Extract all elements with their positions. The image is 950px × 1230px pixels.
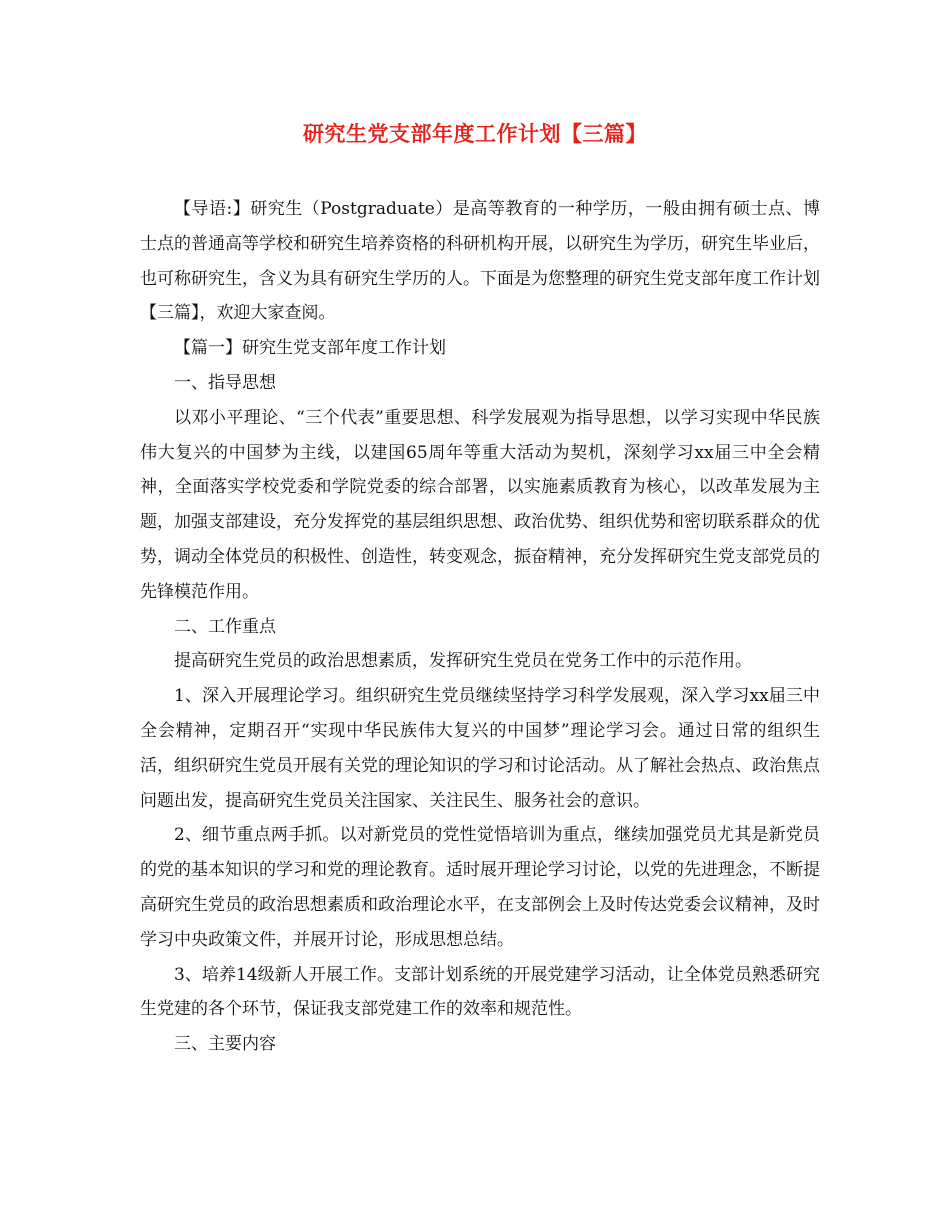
section-heading-guiding-thought: 一、指导思想 [174, 372, 276, 393]
part-one-heading: 【篇一】研究生党支部年度工作计划 [174, 338, 446, 359]
work-focus-item-1: 1、深入开展理论学习。组织研究生党员继续坚持学习科学发展观，深入学习xx届三中全会精神，定期召开“实现中华民族伟大复兴的中国梦”理论学习会。通过日常的组织生活，组织研究生党员开展有关党的理论知识的学习和讨论活动。从了解社会热点、政治焦点问题出发，提高研究生党员关注国家、关注民生、服务社会的意识。 [140, 686, 820, 811]
section-heading-main-content: 三、主要内容 [174, 1034, 276, 1055]
section-heading-work-focus: 二、工作重点 [174, 616, 276, 637]
work-focus-summary: 提高研究生党员的政治思想素质，发挥研究生党员在党务工作中的示范作用。 [174, 651, 752, 672]
document-title: 研究生党支部年度工作计划【三篇】 [303, 121, 647, 146]
guiding-thought-paragraph: 以邓小平理论、“三个代表”重要思想、科学发展观为指导思想，以学习实现中华民族伟大复兴的中国梦为主线，以建国65周年等重大活动为契机，深刻学习xx届三中全会精神，全面落实学校党委和学院党委的综合部署，以实施素质教育为核心，以改革发展为主题，加强支部建设，充分发挥党的基层组织思想、政治优势、组织优势和密切联系群众的优势，调动全体党员的积极性、创造性，转变观念，振奋精神，充分发挥研究生党支部党员的先锋模范作用。 [140, 407, 820, 602]
intro-paragraph: 【导语:】研究生（Postgraduate）是高等教育的一种学历，一般由拥有硕士点、博士点的普通高等学校和研究生培养资格的科研机构开展，以研究生为学历，研究生毕业后，也可称研究生，含义为具有研究生学历的人。下面是为您整理的研究生党支部年度工作计划【三篇】，欢迎大家查阅。 [140, 199, 820, 324]
work-focus-item-3: 3、培养14级新人开展工作。支部计划系统的开展党建学习活动，让全体党员熟悉研究生党建的各个环节，保证我支部党建工作的效率和规范性。 [140, 964, 820, 1020]
document-body [140, 192, 820, 1062]
work-focus-item-2: 2、细节重点两手抓。以对新党员的党性觉悟培训为重点，继续加强党员尤其是新党员的党的基本知识的学习和党的理论教育。适时展开理论学习讨论，以党的先进理念，不断提高研究生党员的政治思想素质和政治理论水平，在支部例会上及时传达党委会议精神，及时学习中央政策文件，并展开讨论，形成思想总结。 [140, 825, 820, 950]
